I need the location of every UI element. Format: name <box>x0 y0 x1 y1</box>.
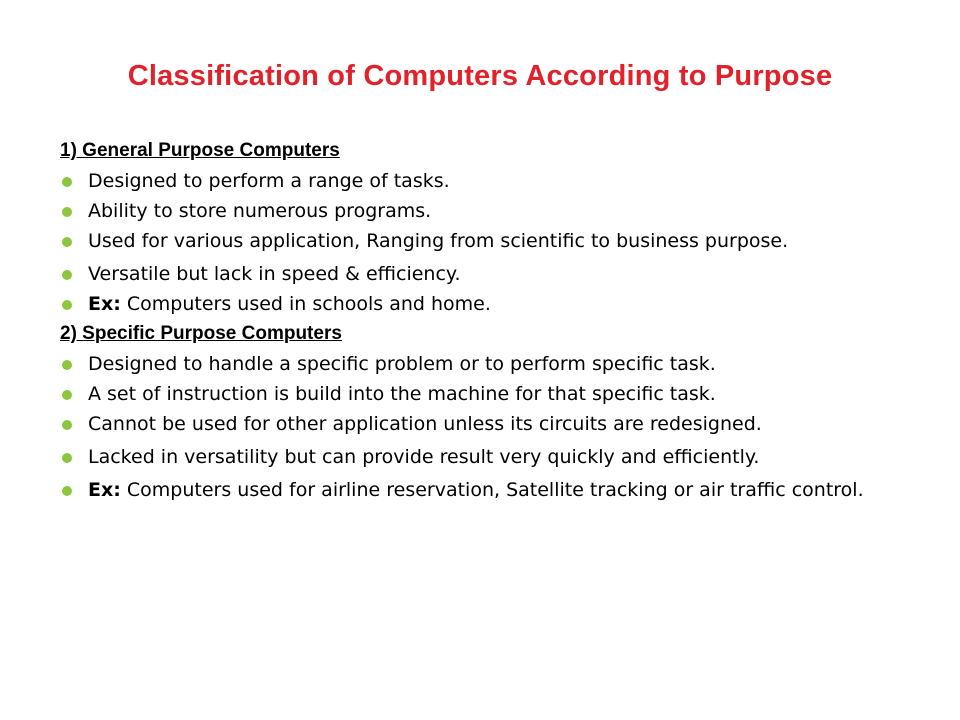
list-item <box>60 411 920 437</box>
list-item <box>60 198 920 224</box>
bullet-list <box>60 168 920 317</box>
bullet-list <box>60 351 920 503</box>
example-text: Computers used for airline reservation, Satellite tracking or air traffic control. <box>120 479 864 501</box>
bullet-icon <box>62 177 72 187</box>
bullet-text: Designed to perform a range of tasks. <box>88 170 450 192</box>
bullet-text: Ability to store numerous programs. <box>88 200 432 222</box>
section-general-purpose <box>60 138 920 317</box>
example-label: Ex: <box>88 293 121 315</box>
bullet-icon <box>62 237 72 247</box>
bullet-icon <box>62 207 72 217</box>
section-heading: 2) Specific Purpose Computers <box>60 323 342 344</box>
bullet-text: Used for various application, Ranging from scientific to business purpose. <box>88 230 789 252</box>
example-text: Computers used in schools and home. <box>120 293 491 315</box>
section-specific-purpose <box>60 321 920 503</box>
list-item <box>60 228 920 254</box>
list-item <box>60 444 920 470</box>
bullet-icon <box>62 300 72 310</box>
bullet-icon <box>62 453 72 463</box>
section-heading: 1) General Purpose Computers <box>60 140 340 161</box>
bullet-text: Versatile but lack in speed & efficiency. <box>88 263 461 285</box>
bullet-icon <box>62 360 72 370</box>
list-item-example <box>60 477 920 503</box>
list-item <box>60 381 920 407</box>
example-label: Ex: <box>88 479 121 501</box>
list-item <box>60 261 920 287</box>
bullet-text: Lacked in versatility but can provide result very quickly and efficiently. <box>88 446 760 468</box>
bullet-icon <box>62 486 72 496</box>
bullet-text: Designed to handle a specific problem or to perform specific task. <box>88 353 716 375</box>
bullet-text: A set of instruction is build into the machine for that specific task. <box>88 383 716 405</box>
bullet-text: Cannot be used for other application unless its circuits are redesigned. <box>88 413 762 435</box>
list-item <box>60 351 920 377</box>
list-item-example <box>60 291 920 317</box>
list-item <box>60 168 920 194</box>
slide-content <box>60 138 920 510</box>
bullet-icon <box>62 390 72 400</box>
bullet-icon <box>62 270 72 280</box>
slide-title: Classification of Computers According to Purpose <box>127 60 833 92</box>
bullet-icon <box>62 420 72 430</box>
